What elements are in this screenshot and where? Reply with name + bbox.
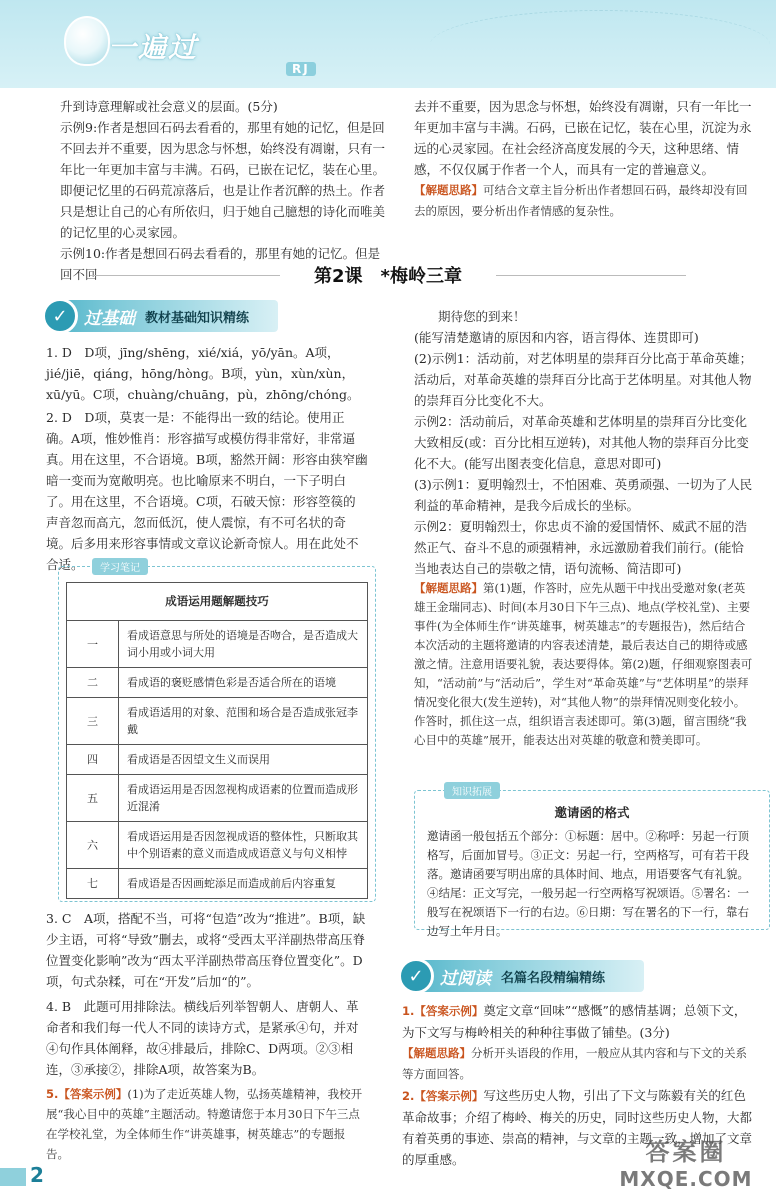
table-row: 七 看成语是否因画蛇添足而造成前后内容重复	[67, 869, 368, 899]
answer-text: 分析开头语段的作用，一般应从其内容和与下文的关系等方面回答。	[402, 1046, 747, 1081]
top-left-text	[60, 96, 390, 285]
table-row: 四 看成语是否因望文生义而误用	[67, 745, 368, 775]
banner-main: 过阅读	[440, 968, 491, 989]
balloon-icon	[64, 16, 110, 66]
right-answers	[414, 306, 754, 750]
edition-badge: RJ	[286, 62, 316, 76]
table-row: 三 看成语适用的对象、范围和场合是否造成张冠李戴	[67, 698, 368, 745]
check-icon: ✓	[398, 958, 434, 994]
answer-item: 2. D D项，莫衷一是：不能得出一致的结论。使用正确。A项，惟妙惟肖：形容描写或模仿得非常好，非常逼真。用在这里，不合语境。B项，豁然开阔：形容由狭窄幽暗一变而为宽敞明亮。也比喻原来不明白，一下子明白了。用在这里，不合语境。C项，石破天惊：形容箜篌的声音忽而高亢，忽而低沉，使人震惊，有不可名状的奇境。后多用来形容事情或文章议论新奇惊人。用在此处不合适。	[46, 410, 368, 572]
section-banner-reading	[402, 960, 644, 992]
page-header	[0, 0, 776, 88]
text-line: (能写清楚邀请的原因和内容，语言得体、连贯即可)	[414, 330, 699, 345]
tips-table	[66, 582, 368, 899]
answer-tag: 1.【答案示例】	[402, 1004, 484, 1018]
banner-main: 过基础	[84, 308, 135, 329]
top-right-text	[414, 96, 752, 222]
hint-text: 第(1)题，作答时，应先从题干中找出受邀对象(老英雄王金瑞同志)、时间(本月30日下午三点)、地点(学校礼堂)、主要事件(为全体师生作“讲英雄事，树英雄志”的专题报告)，然后结合本次活动的主题将邀请的内容表述清楚，最后表达自己的期待或感激之情。注意用语要礼貌，表达要得体。第(2)题，仔细观察图表可知，“活动前”与“活动后”，学生对“革命英雄”与“艺体明星”的崇拜情况变化很大(发生逆转)，对“其他人物”的崇拜情况则变化较小。作答时，抓住这一点，组织语言表述即可。第(3)题，留言围绕“我心目中的英雄”展开，能表达出对英雄的敬意和赞美即可。	[414, 581, 753, 747]
table-row: 一 看成语意思与所处的语境是否吻合，是否造成大词小用或小词大用	[67, 621, 368, 668]
text-line: 去并不重要，因为思念与怀想，始终没有凋谢，只有一年比一年更加丰富与丰满。石码，已嵌在记忆，装在心里，沉淀为永远的心灵家园。在社会经济高度发展的今天，这种思绪、情感，不仅仅属于作者一个人，而具有一定的普遍意义。	[414, 99, 752, 177]
text-line: 示例2：活动前后，对革命英雄和艺体明星的崇拜百分比变化大致相反(或：百分比相互逆转)，对其他人物的崇拜百分比变化不大。(能写出图表变化信息，意思对即可)	[414, 414, 749, 471]
answer-item: 4. B 此题可用排除法。横线后列举智朝人、唐朝人、革命者和我们每一代人不同的读诗方式，是紧承④句，并对④句作具体阐释，故④排最后，排除C、D两项。②③相连，③承接②，排除A项，故答案为B。	[46, 999, 359, 1077]
answer-item	[46, 1084, 368, 1164]
invite-body: 邀请函一般包括五个部分：①标题：居中。②称呼：另起一行顶格写，后面加冒号。③正文：另起一行，空两格写，可有若干段落。邀请函要写明出席的具体时间、地点，用语要客气有礼貌。④结尾：正文写完，一般另起一行空两格写祝颂语。⑤署名：一般写在祝颂语下一行的右边。⑥日期：写在署名的下一行，靠右边写上年月日。	[427, 829, 749, 938]
text-line: 示例2：夏明翰烈士，你忠贞不渝的爱国情怀、威武不屈的浩然正气、奋斗不息的顽强精神，永远激励着我们前行。(能恰当地表达自己的崇敬之情，语句流畅、简洁即可)	[414, 519, 747, 576]
header-decoration	[430, 10, 770, 80]
watermark-url: MXQE.COM	[619, 1167, 753, 1191]
answer-item: 3. C A项，搭配不当，可将“包造”改为“推进”。B项，缺少主语，可将“导致”删去，或将“受西太平洋副热带高压脊位置变化影响”改为“西太平洋副热带高压脊位置变化”。D项，句式杂糅，可在“开发”后加“的”。	[46, 911, 366, 989]
table-row: 五 看成语运用是否因忽视构成语素的位置而造成形近混淆	[67, 775, 368, 822]
left-answers-b	[46, 908, 368, 1164]
text-line: (3)示例1：夏明翰烈士，不怕困难、英勇顽强、一切为了人民利益的革命精神，是我今后成长的坐标。	[414, 477, 753, 513]
left-answers-a	[46, 342, 368, 575]
banner-sub: 名篇名段精编精练	[501, 970, 606, 986]
answer-tag: 5.【答案示例】	[46, 1087, 128, 1101]
answer-tag: 2.【答案示例】	[402, 1089, 484, 1103]
site-watermark	[606, 1132, 766, 1194]
brand-title: 一遍过	[108, 31, 199, 64]
tips-title: 成语运用题解题技巧	[67, 583, 368, 621]
reading-item	[402, 1043, 754, 1085]
hint-text: 可结合文章主旨分析出作者想回石码，最终却没有回去的原因，要分析出作者情感的复杂性。	[414, 183, 748, 218]
table-row: 二 看成语的褒贬感情色彩是否适合所在的语境	[67, 668, 368, 698]
hint-paragraph	[414, 180, 752, 222]
answer-text: 奠定文章“回味”“感慨”的感情基调；总领下文，为下文写与梅岭相关的种种往事做了铺垫。(3分)	[402, 1003, 747, 1040]
banner-sub: 教材基础知识精练	[145, 310, 250, 326]
hint-paragraph	[414, 579, 754, 750]
answer-text: 写这些历史人物，引出了下文与陈毅有关的红色革命故事；介绍了梅岭、梅关的历史，同时这些历史人物，大都有着英勇的事迹、崇高的精神，与文章的主题一致，增加了文章的厚重感。	[402, 1088, 753, 1167]
text-line: (2)示例1：活动前，对艺体明星的崇拜百分比高于革命英雄；活动后，对革命英雄的崇拜百分比高于艺体明星。对其他人物的崇拜百分比变化不大。	[414, 351, 753, 408]
table-row: 六 看成语运用是否因忽视成语的整体性，只断取其中个别语素的意义而造成成语意义与句义相悖	[67, 822, 368, 869]
invite-label: 知识拓展	[444, 782, 500, 799]
check-icon: ✓	[42, 298, 78, 334]
hint-tag: 【解题思路】	[414, 183, 483, 197]
text-line: 示例10:作者是想回石码去看看的，那里有她的记忆。但是回不回	[60, 246, 381, 282]
invite-title: 邀请函的格式	[554, 805, 630, 820]
answer-text: (1)为了走近英雄人物，弘扬英雄精神，我校开展“我心目中的英雄”主题活动。特邀请您于本月30日下午三点在学校礼堂，为全体师生作“讲英雄事，树英雄志”的专题报告。	[46, 1087, 363, 1161]
text-line: 升到诗意理解或社会意义的层面。(5分)	[60, 99, 278, 114]
answer-tag: 【解题思路】	[402, 1046, 471, 1060]
tips-label: 学习笔记	[92, 558, 148, 575]
lesson-title: 第2课 *梅岭三章	[0, 262, 776, 288]
invite-format-box	[414, 790, 770, 938]
reading-item	[402, 1000, 754, 1043]
page-number-bar	[0, 1168, 26, 1186]
watermark-text: 答案圈	[645, 1138, 727, 1166]
text-line: 期待您的到来！	[438, 309, 526, 324]
hint-tag: 【解题思路】	[414, 581, 483, 595]
page-number: 2	[30, 1163, 44, 1187]
section-banner-basics	[46, 300, 278, 332]
text-line: 示例9:作者是想回石码去看看的，那里有她的记忆，但是回不回去并不重要，因为思念与怀想，始终没有凋谢，只有一年比一年更加丰富与丰满。石码，已嵌在记忆，装在心里。即便记忆里的石码荒凉落后，也是让作者沉醉的热土。作者只是想让自己的心有所依归，归于她自己臆想的诗化而唯美的记忆里的心灵家园。	[60, 120, 386, 240]
answer-item: 1. D D项，jīng/shēng，xié/xiá，yō/yān。A项，jié/jiē，qiáng，hōng/hòng。B项，yùn，xùn/xùn，xū/yū。C项，chuàng/chuāng，pù，zhōng/chóng。	[46, 345, 360, 402]
